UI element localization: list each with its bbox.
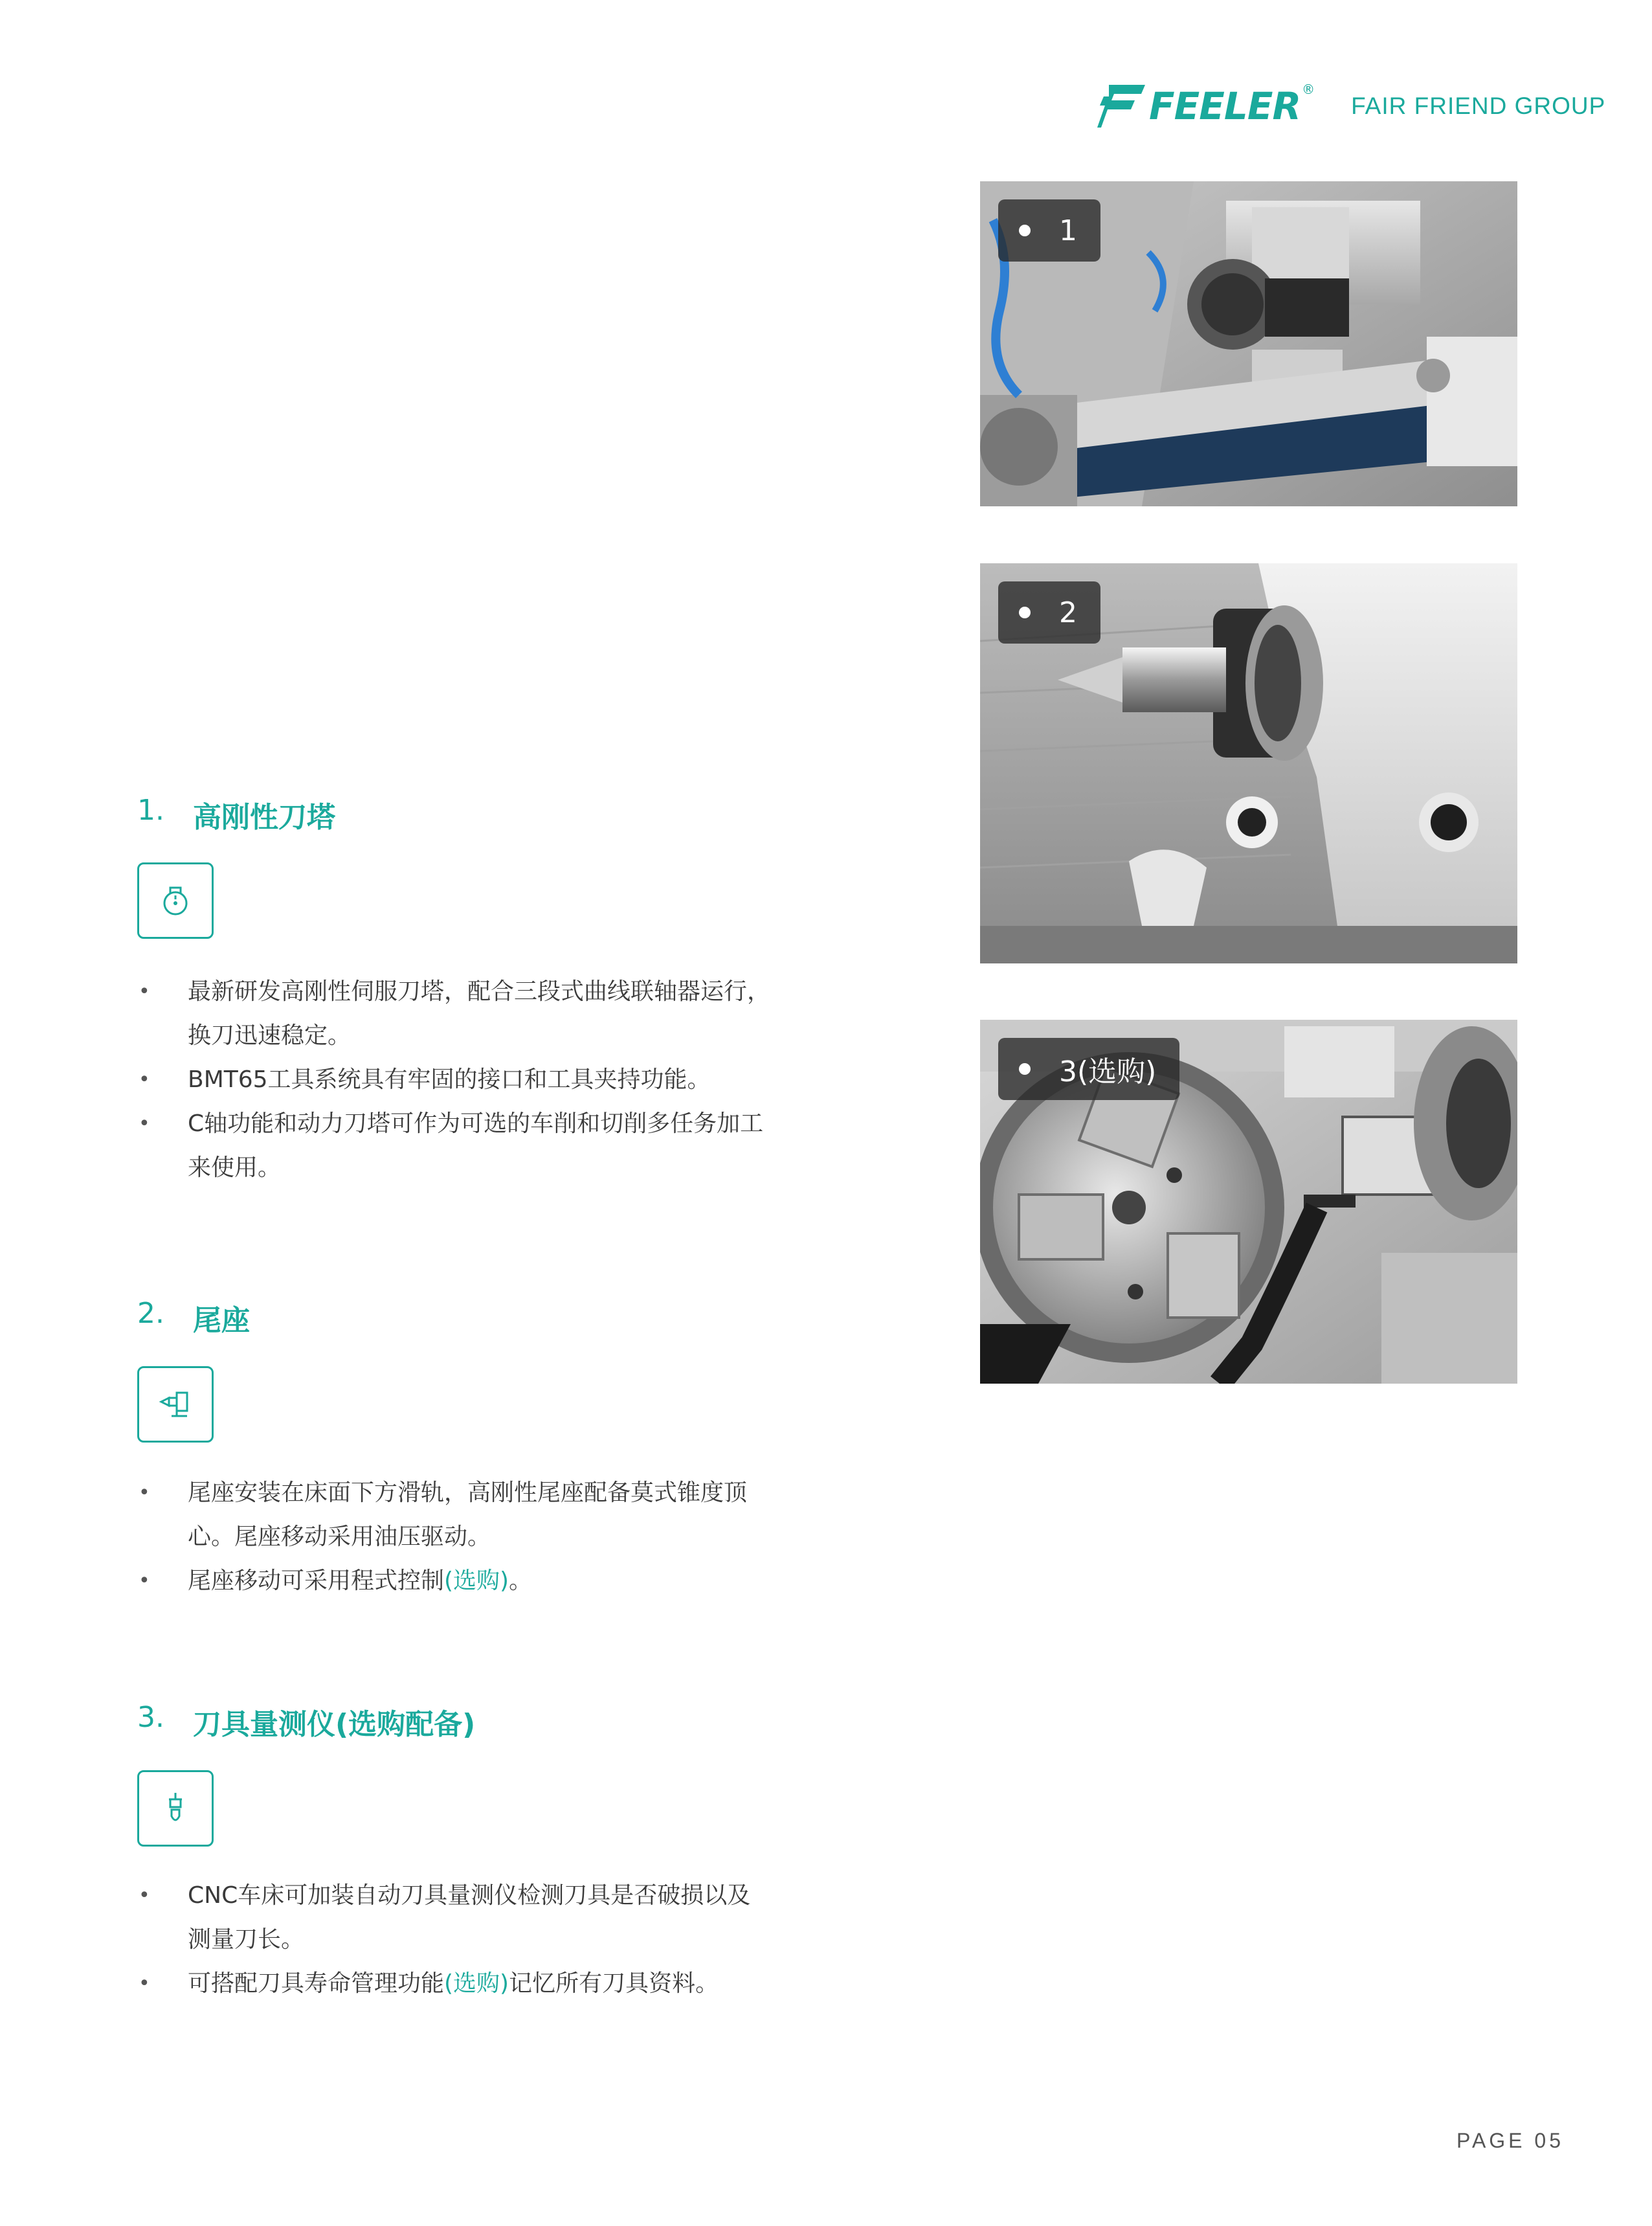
feeler-logo-mark-icon [1097, 85, 1145, 128]
bullet-text: 尾座移动可采用程式控制 [188, 1568, 445, 1594]
section-1-heading [137, 794, 335, 835]
page-number: PAGE 05 [1456, 2129, 1564, 2152]
list-item: • 最新研发高刚性伺服刀塔，配合三段式曲线联轴器运行，换刀迅速稳定。 [137, 970, 772, 1058]
section-1-bullets [137, 970, 772, 1190]
photo-tag-label: 1 [1059, 214, 1077, 247]
tool-probe-icon [157, 1790, 194, 1827]
registered-mark: ® [1302, 82, 1315, 97]
list-item: • 尾座安装在床面下方滑轨，高刚性尾座配备莫式锥度顶心。尾座移动采用油压驱动。 [137, 1471, 772, 1559]
list-item [137, 1559, 772, 1603]
photo-tag-1 [998, 199, 1100, 262]
photo-tool-probe [980, 1020, 1517, 1384]
section-3-bullets [137, 1874, 772, 2006]
section-number: 2. [137, 1297, 164, 1330]
tag-dot-icon [1019, 1063, 1031, 1075]
list-item: • BMT65工具系统具有牢固的接口和工具夹持功能。 [137, 1058, 772, 1102]
turret-icon [157, 883, 194, 919]
group-name: FAIR FRIEND GROUP [1351, 93, 1606, 119]
section-title: 尾座 [193, 1304, 250, 1337]
section-number: 1. [137, 794, 164, 827]
tailstock-icon [157, 1386, 194, 1422]
bullet-text: 记忆所有刀具资料。 [509, 1970, 719, 1997]
section-number: 3. [137, 1701, 164, 1734]
bullet-text: 可搭配刀具寿命管理功能 [188, 1970, 445, 1997]
tag-dot-icon [1019, 607, 1031, 618]
list-item: • CNC车床可加装自动刀具量测仪检测刀具是否破损以及测量刀长。 [137, 1874, 772, 1962]
list-item: • C轴功能和动力刀塔可作为可选的车削和切削多任务加工来使用。 [137, 1102, 772, 1190]
photo-tag-3 [998, 1038, 1179, 1100]
section-3-heading [137, 1701, 475, 1742]
tag-dot-icon [1019, 225, 1031, 236]
tailstock-icon-box [137, 1366, 214, 1443]
section-2-bullets [137, 1471, 772, 1603]
bullet-text: 。 [509, 1568, 533, 1594]
list-item [137, 1962, 772, 2006]
photo-tag-2 [998, 581, 1100, 644]
section-2-heading [137, 1297, 250, 1338]
photo-turret [980, 181, 1517, 506]
section-title: 刀具量测仪(选购配备) [193, 1708, 476, 1741]
section-title: 高刚性刀塔 [193, 801, 335, 834]
optional-highlight: (选购) [444, 1568, 509, 1594]
brand-name: FEELER [1149, 84, 1301, 128]
turret-icon-box [137, 862, 214, 939]
tool-probe-icon-box [137, 1770, 214, 1847]
optional-highlight: (选购) [444, 1970, 509, 1997]
photo-tailstock [980, 563, 1517, 963]
photo-tag-label: 3(选购) [1059, 1055, 1157, 1088]
photo-tag-label: 2 [1059, 596, 1077, 629]
feeler-logo [1097, 84, 1605, 128]
